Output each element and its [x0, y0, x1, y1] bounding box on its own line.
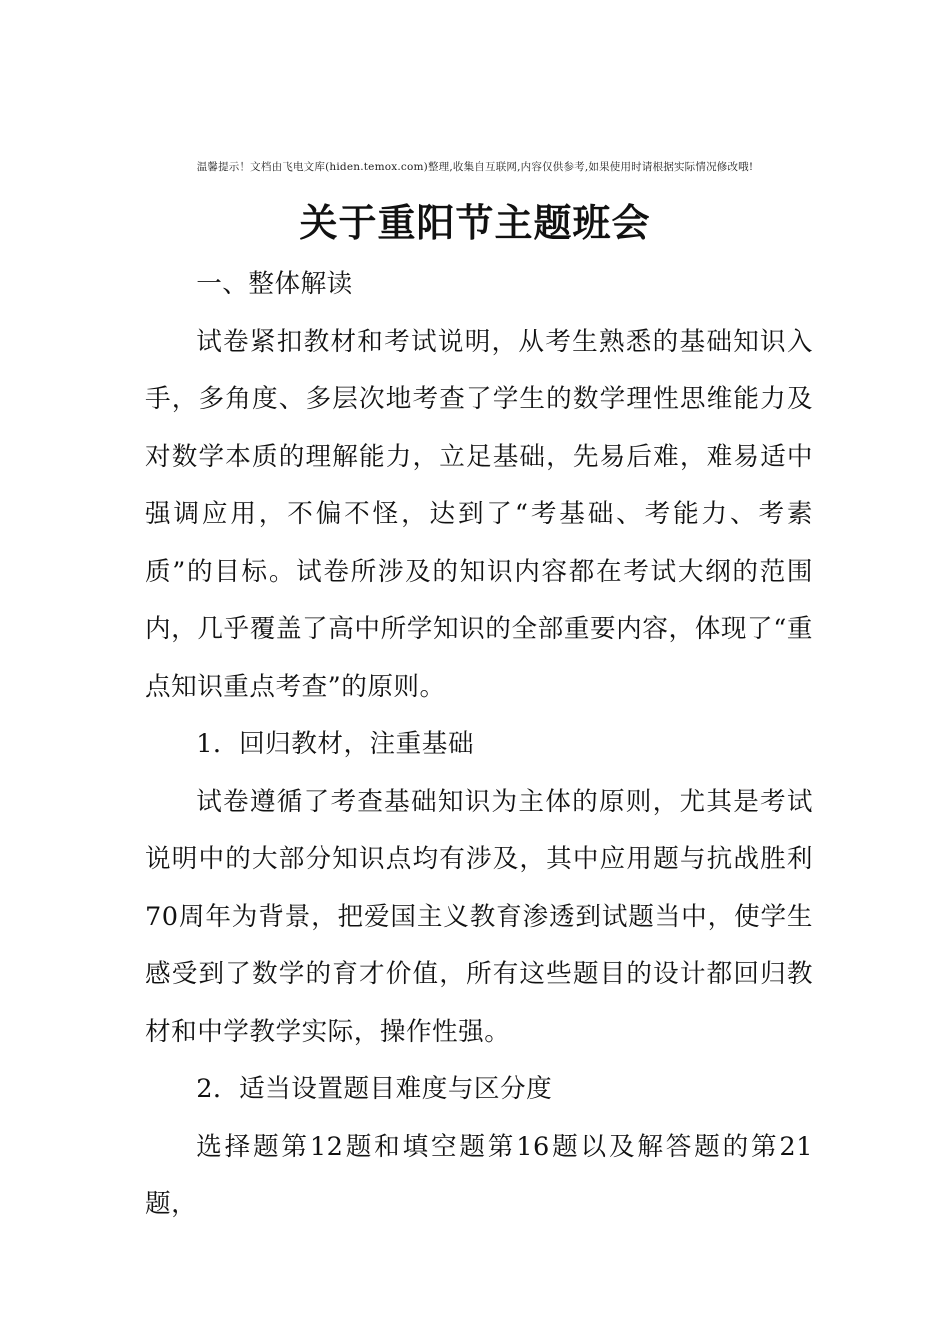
body-paragraph: 试卷遵循了考查基础知识为主体的原则，尤其是考试说明中的大部分知识点均有涉及，其中应用题与抗战胜利70周年为背景，把爱国主义教育渗透到试题当中，使学生感受到了数学的育才价值，所有这些题目的设计都回归教材和中学教学实际，操作性强。 [145, 786, 813, 1047]
subsection-heading: 1．回归教材，注重基础 [196, 729, 474, 759]
section-heading: 一、整体解读 [196, 269, 353, 299]
subsection-heading: 2．适当设置题目难度与区分度 [196, 1074, 553, 1104]
header-notice: 温馨提示！文档由飞电文库(hiden.temox.com)整理,收集自互联网,内容仅供参考,如果使用时请根据实际情况修改哦! [196, 161, 754, 173]
body-paragraph: 试卷紧扣教材和考试说明，从考生熟悉的基础知识入手，多角度、多层次地考查了学生的数学理性思维能力及对数学本质的理解能力，立足基础，先易后难，难易适中强调应用，不偏不怪，达到了“考基础、考能力、考素质”的目标。试卷所涉及的知识内容都在考试大纲的范围内，几乎覆盖了高中所学知识的全部重要内容，体现了“重点知识重点考查”的原则。 [145, 326, 813, 702]
body-paragraph: 选择题第12题和填空题第16题以及解答题的第21题， [145, 1131, 813, 1219]
document-body [145, 256, 813, 1234]
document-title: 关于重阳节主题班会 [299, 200, 651, 245]
